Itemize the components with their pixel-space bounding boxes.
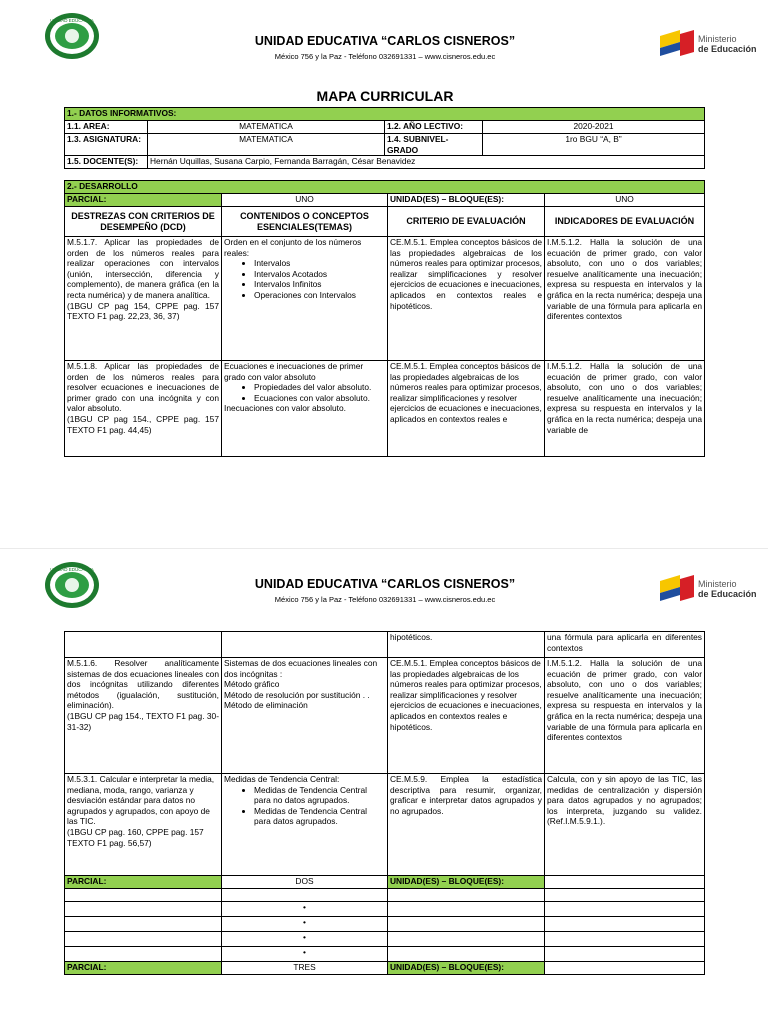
content-bullet-list — [224, 382, 385, 403]
criterion-text: hipotéticos. — [388, 632, 545, 658]
list-item: • Medidas de Tendencia Central para no datos agrupados. — [254, 785, 385, 806]
indicator-text: Calcula, con y sin apoyo de las TIC, las medidas de centralización y dispersión para datos agrupados y no agrupados; los interpreta, juzgando su validez. (Ref.I.M.5.9.1.). — [545, 774, 705, 876]
school-address: México 756 y la Paz - Teléfono 032691331 – www.cisneros.edu.ec — [274, 52, 496, 61]
skill-text: M.5.1.7. Aplicar las propiedades de orden de los números reales para realizar operaciones con intervalos (unión, intersección, diferencia y complemento), de manera gráfica (en la recta numérica) y de manera analítica. — [67, 237, 219, 300]
skill-text: M.5.1.6. Resolver analíticamente sistemas de dos ecuaciones lineales con dos incógnitas utilizando diferentes métodos (igualación, sustitución, eliminación). — [67, 658, 219, 711]
column-header-indicators: INDICADORES DE EVALUACIÓN — [545, 207, 705, 237]
development-section-title: 2.- DESARROLLO — [65, 181, 705, 194]
year-value: 2020-2021 — [483, 121, 705, 134]
criterion-text: CE.M.5.1. Emplea conceptos básicos de las propiedades algebraicas de los números reales para optimizar procesos, realizar simplificaciones y resolver ejercicios de ecuaciones e inecuaciones, aplicados en contextos reales e — [388, 361, 545, 457]
list-item: • Propiedades del valor absoluto. — [254, 382, 385, 393]
school-logo-icon — [44, 12, 100, 60]
indicator-text: una fórmula para aplicarla en diferentes contextos — [545, 632, 705, 658]
ecuador-flag-icon — [660, 575, 696, 605]
content-line: Método de resolución por sustitución . . — [224, 689, 370, 700]
bullet-marker: • — [222, 902, 388, 917]
parcial-label: PARCIAL: — [65, 194, 222, 207]
document-page-1 — [0, 0, 768, 500]
table-row — [65, 632, 705, 658]
school-logo-text: UNIDAD EDUCATIVA — [50, 567, 94, 572]
table-row — [65, 237, 705, 361]
unit-label: UNIDAD(ES) – BLOQUE(ES): — [388, 194, 545, 207]
table-row — [65, 658, 705, 774]
skill-reference: (1BGU CP pag 154., TEXTO F1 pag. 30-31-32) — [67, 710, 219, 732]
ecuador-flag-icon — [660, 30, 696, 60]
content-line: Sistemas de dos ecuaciones lineales con dos incógnitas : — [224, 658, 378, 679]
skill-text: M.5.1.8. Aplicar las propiedades de orden de los números reales para resolver ecuaciones e inecuaciones de primer grado con una incógnita y con valor absoluto. — [67, 361, 219, 414]
indicator-text: I.M.5.1.2. Halla la solución de una ecuación de primer grado, con valor absoluto, con uno o dos variables; resuelve analíticamente una inecuación; expresa su respuesta en intervalos y la gráfica en la recta numérica; despeja una variable de una fórmula para aplicarla en diferentes contextos — [545, 658, 705, 774]
info-section-title: 1.- DATOS INFORMATIVOS: — [65, 108, 705, 121]
ministerio-line1: Ministerio — [698, 34, 737, 44]
content-intro: Orden en el conjunto de los números reales: — [224, 237, 362, 258]
parcial-value: DOS — [222, 876, 388, 889]
criterion-text: CE.M.5.1. Emplea conceptos básicos de las propiedades algebraicas de los números reales para optimizar procesos, realizar simplificaciones y resolver ejercicios de ecuaciones e inecuaciones, aplicados en contextos reales e hipotéticos. — [388, 658, 545, 774]
skill-text: M.5.3.1. Calcular e interpretar la media, mediana, moda, rango, varianza y desviación estándar para datos no agrupados y agrupados, con apoyo de las TIC. — [67, 774, 215, 827]
criterion-text: CE.M.5.1. Emplea conceptos básicos de las propiedades algebraicas de los números reales para optimizar procesos, realizar simplificaciones y resolver ejercicios de ecuaciones e inecuaciones, aplicados en contextos reales e hipotéticos. — [388, 237, 545, 361]
column-header-contents: CONTENIDOS O CONCEPTOS ESENCIALES(TEMAS) — [222, 207, 388, 237]
bullet-marker: • — [222, 932, 388, 947]
bullet-marker: • — [222, 947, 388, 962]
ministerio-line2: de Educación — [698, 44, 757, 54]
skill-reference: (1BGU CP pag 154., CPPE pag. 157 TEXTO F1 pag. 44,45) — [67, 413, 219, 435]
document-page-2 — [0, 548, 768, 1025]
column-header-skills: DESTREZAS CON CRITERIOS DE DESEMPEÑO (DCD) — [65, 207, 222, 237]
content-bullet-list — [224, 785, 385, 827]
info-table — [64, 107, 705, 169]
parcial-value: UNO — [222, 194, 388, 207]
subject-value: MATEMATICA — [148, 134, 385, 156]
ministerio-line2: de Educación — [698, 589, 757, 599]
table-row — [65, 361, 705, 457]
skill-reference: (1BGU CP pag. 160, CPPE pag. 157 TEXTO F1 pag. 56,57) — [67, 826, 204, 848]
teacher-value: Hernán Uquillas, Susana Carpio, Fernanda Barragán, César Benavidez — [148, 156, 705, 169]
table-row — [65, 774, 705, 876]
ministerio-line1: Ministerio — [698, 579, 737, 589]
list-item: • Medidas de Tendencia Central para datos agrupados. — [254, 806, 385, 827]
list-item: • Intervalos Acotados — [254, 269, 385, 280]
school-logo-text: UNIDAD EDUCATIVA — [50, 18, 94, 23]
ministerio-logo — [660, 30, 760, 66]
teacher-label: 1.5. DOCENTE(S): — [65, 156, 148, 169]
unit-label: UNIDAD(ES) – BLOQUE(ES): — [388, 962, 545, 975]
development-table — [64, 180, 705, 457]
level-value: 1ro BGU “A, B” — [483, 134, 705, 156]
development-table-continued — [64, 631, 705, 975]
parcial-label: PARCIAL: — [65, 962, 222, 975]
column-header-criterion: CRITERIO DE EVALUACIÓN — [388, 207, 545, 237]
parcial-value: TRES — [222, 962, 388, 975]
content-outro: Inecuaciones con valor absoluto. — [224, 403, 346, 414]
level-label: 1.4. SUBNIVEL- GRADO — [385, 134, 483, 156]
content-intro: Ecuaciones e inecuaciones de primer grado con valor absoluto — [224, 361, 364, 382]
criterion-text: CE.M.5.9. Emplea la estadística descriptiva para resumir, organizar, graficar e interpretar datos agrupados y no agrupados. — [388, 774, 545, 876]
subject-label: 1.3. ASIGNATURA: — [65, 134, 148, 156]
indicator-text: I.M.5.1.2. Halla la solución de una ecuación de primer grado, con valor absoluto, con uno o dos variables; resuelve analíticamente una inecuación; expresa su respuesta en intervalos y la gráfica en la recta numérica; despeja una variable de — [545, 361, 705, 457]
content-intro: Medidas de Tendencia Central: — [224, 774, 340, 784]
area-value: MATEMATICA — [148, 121, 385, 134]
school-name: UNIDAD EDUCATIVA “CARLOS CISNEROS” — [254, 34, 516, 48]
skill-reference: (1BGU CP pag 154, CPPE pag. 157 TEXTO F1 pag. 22,23, 36, 37) — [67, 300, 219, 322]
indicator-text: I.M.5.1.2. Halla la solución de una ecuación de primer grado, con valor absoluto, con uno o dos variables; resuelve analíticamente una inecuación; expresa su respuesta en intervalos y la gráfica en la recta numérica; despeja una variable de una fórmula para aplicarla en diferentes contextos — [545, 237, 705, 361]
list-item: • Ecuaciones con valor absoluto. — [254, 393, 385, 404]
document-title: MAPA CURRICULAR — [316, 88, 454, 104]
parcial-label: PARCIAL: — [65, 876, 222, 889]
list-item: • Intervalos Infinitos — [254, 279, 385, 290]
unit-value: UNO — [545, 194, 705, 207]
list-item: • Intervalos — [254, 258, 385, 269]
school-address: México 756 y la Paz - Teléfono 032691331 – www.cisneros.edu.ec — [274, 595, 496, 604]
area-label: 1.1. AREA: — [65, 121, 148, 134]
unit-label: UNIDAD(ES) – BLOQUE(ES): — [388, 876, 545, 889]
school-name: UNIDAD EDUCATIVA “CARLOS CISNEROS” — [254, 577, 516, 591]
year-label: 1.2. AÑO LECTIVO: — [385, 121, 483, 134]
school-logo-icon — [44, 561, 100, 609]
content-bullet-list — [224, 258, 385, 300]
ministerio-logo — [660, 575, 760, 611]
bullet-marker: • — [222, 917, 388, 932]
list-item: • Operaciones con Intervalos — [254, 290, 385, 301]
content-line: Método gráfico — [224, 679, 280, 690]
content-line: Método de eliminación — [224, 700, 308, 711]
